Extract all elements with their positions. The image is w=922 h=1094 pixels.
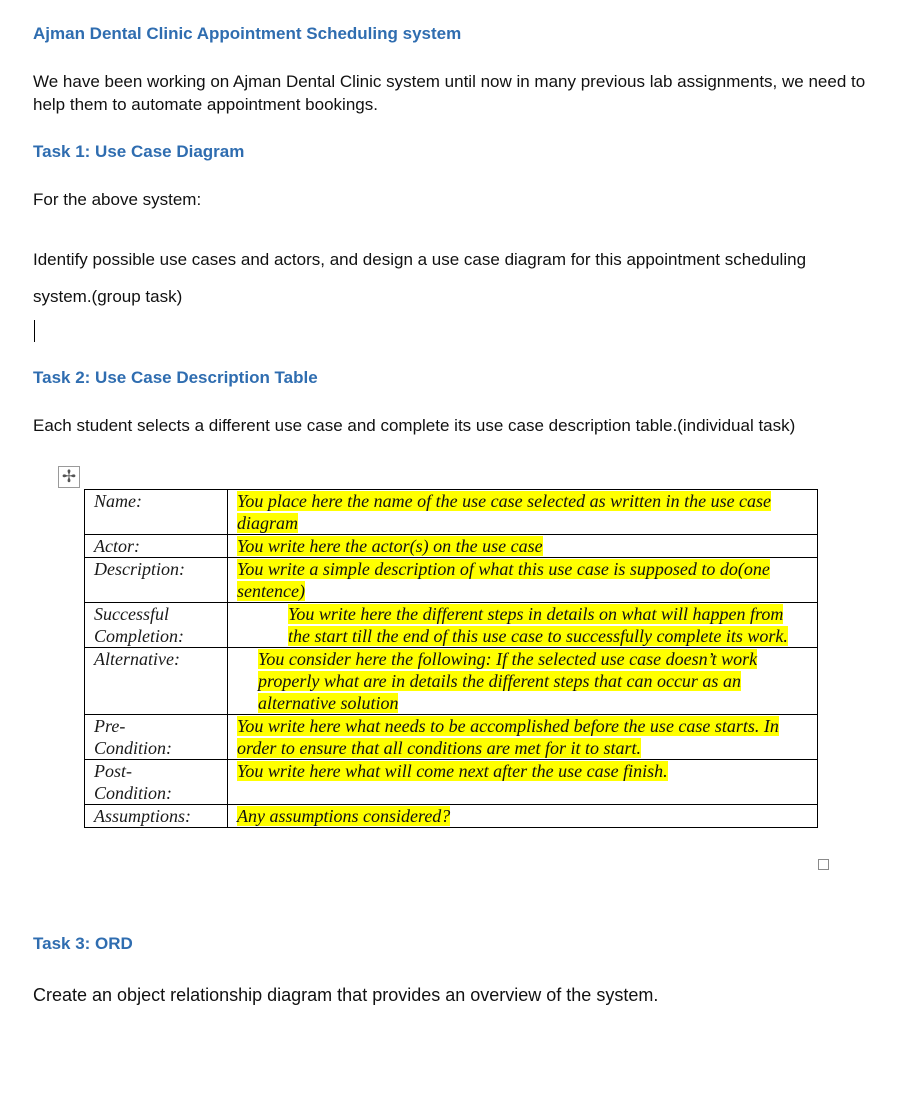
successful-completion-value: You write here the different steps in details on what will happen from the start till the end of this use case to successfully complete its work. <box>288 604 788 646</box>
name-cell[interactable] <box>228 490 818 535</box>
task1-line3: system.(group task) <box>33 287 183 306</box>
table-row <box>85 715 818 760</box>
alternative-label: Alternative: <box>85 648 228 715</box>
alternative-cell[interactable] <box>228 648 818 715</box>
post-condition-value: You write here what will come next after the use case finish. <box>237 761 668 781</box>
successful-completion-label: Successful Completion: <box>85 603 228 648</box>
description-value: You write a simple description of what this use case is supposed to do(one sentence) <box>237 559 770 601</box>
pre-condition-label: Pre-Condition: <box>85 715 228 760</box>
text-cursor[interactable] <box>34 320 35 342</box>
intro-paragraph: We have been working on Ajman Dental Clinic system until now in many previous lab assignments, we need to help them to automate appointment bookings. <box>33 72 866 114</box>
name-label: Name: <box>85 490 228 535</box>
table-row <box>85 558 818 603</box>
pre-condition-value: You write here what needs to be accomplished before the use case starts. In order to ensure that all conditions are met for it to start. <box>237 716 779 758</box>
table-row <box>85 805 818 828</box>
description-label: Description: <box>85 558 228 603</box>
actor-cell[interactable] <box>228 535 818 558</box>
task3-instruction: Create an object relationship diagram that provides an overview of the system. <box>33 985 659 1005</box>
table-resize-handle-icon[interactable] <box>818 859 829 870</box>
task2-instruction: Each student selects a different use case and complete its use case description table.(individual task) <box>33 416 796 435</box>
task1-line1: For the above system: <box>33 190 202 209</box>
alternative-value: You consider here the following: If the selected use case doesn’t work properly what are in details the different steps that can occur as an alternative solution <box>258 649 758 713</box>
pre-condition-cell[interactable] <box>228 715 818 760</box>
post-condition-cell[interactable] <box>228 760 818 805</box>
actor-value: You write here the actor(s) on the use case <box>237 536 543 556</box>
actor-label: Actor: <box>85 535 228 558</box>
task1-heading: Task 1: Use Case Diagram <box>33 142 245 161</box>
assumptions-value: Any assumptions considered? <box>237 806 451 826</box>
table-row <box>85 760 818 805</box>
page-title: Ajman Dental Clinic Appointment Scheduling system <box>33 24 462 43</box>
name-value: You place here the name of the use case selected as written in the use case diagram <box>237 491 772 533</box>
task1-line2: Identify possible use cases and actors, and design a use case diagram for this appointment scheduling <box>33 250 807 269</box>
description-cell[interactable] <box>228 558 818 603</box>
assumptions-cell[interactable] <box>228 805 818 828</box>
table-row <box>85 603 818 648</box>
table-row <box>85 648 818 715</box>
table-row <box>85 535 818 558</box>
assumptions-label: Assumptions: <box>85 805 228 828</box>
task3-heading: Task 3: ORD <box>33 934 133 953</box>
use-case-description-table <box>84 489 818 828</box>
task2-heading: Task 2: Use Case Description Table <box>33 368 318 387</box>
post-condition-label: Post-Condition: <box>85 760 228 805</box>
table-row <box>85 490 818 535</box>
successful-completion-cell[interactable] <box>228 603 818 648</box>
table-move-handle-icon[interactable]: ✢ <box>58 466 80 488</box>
